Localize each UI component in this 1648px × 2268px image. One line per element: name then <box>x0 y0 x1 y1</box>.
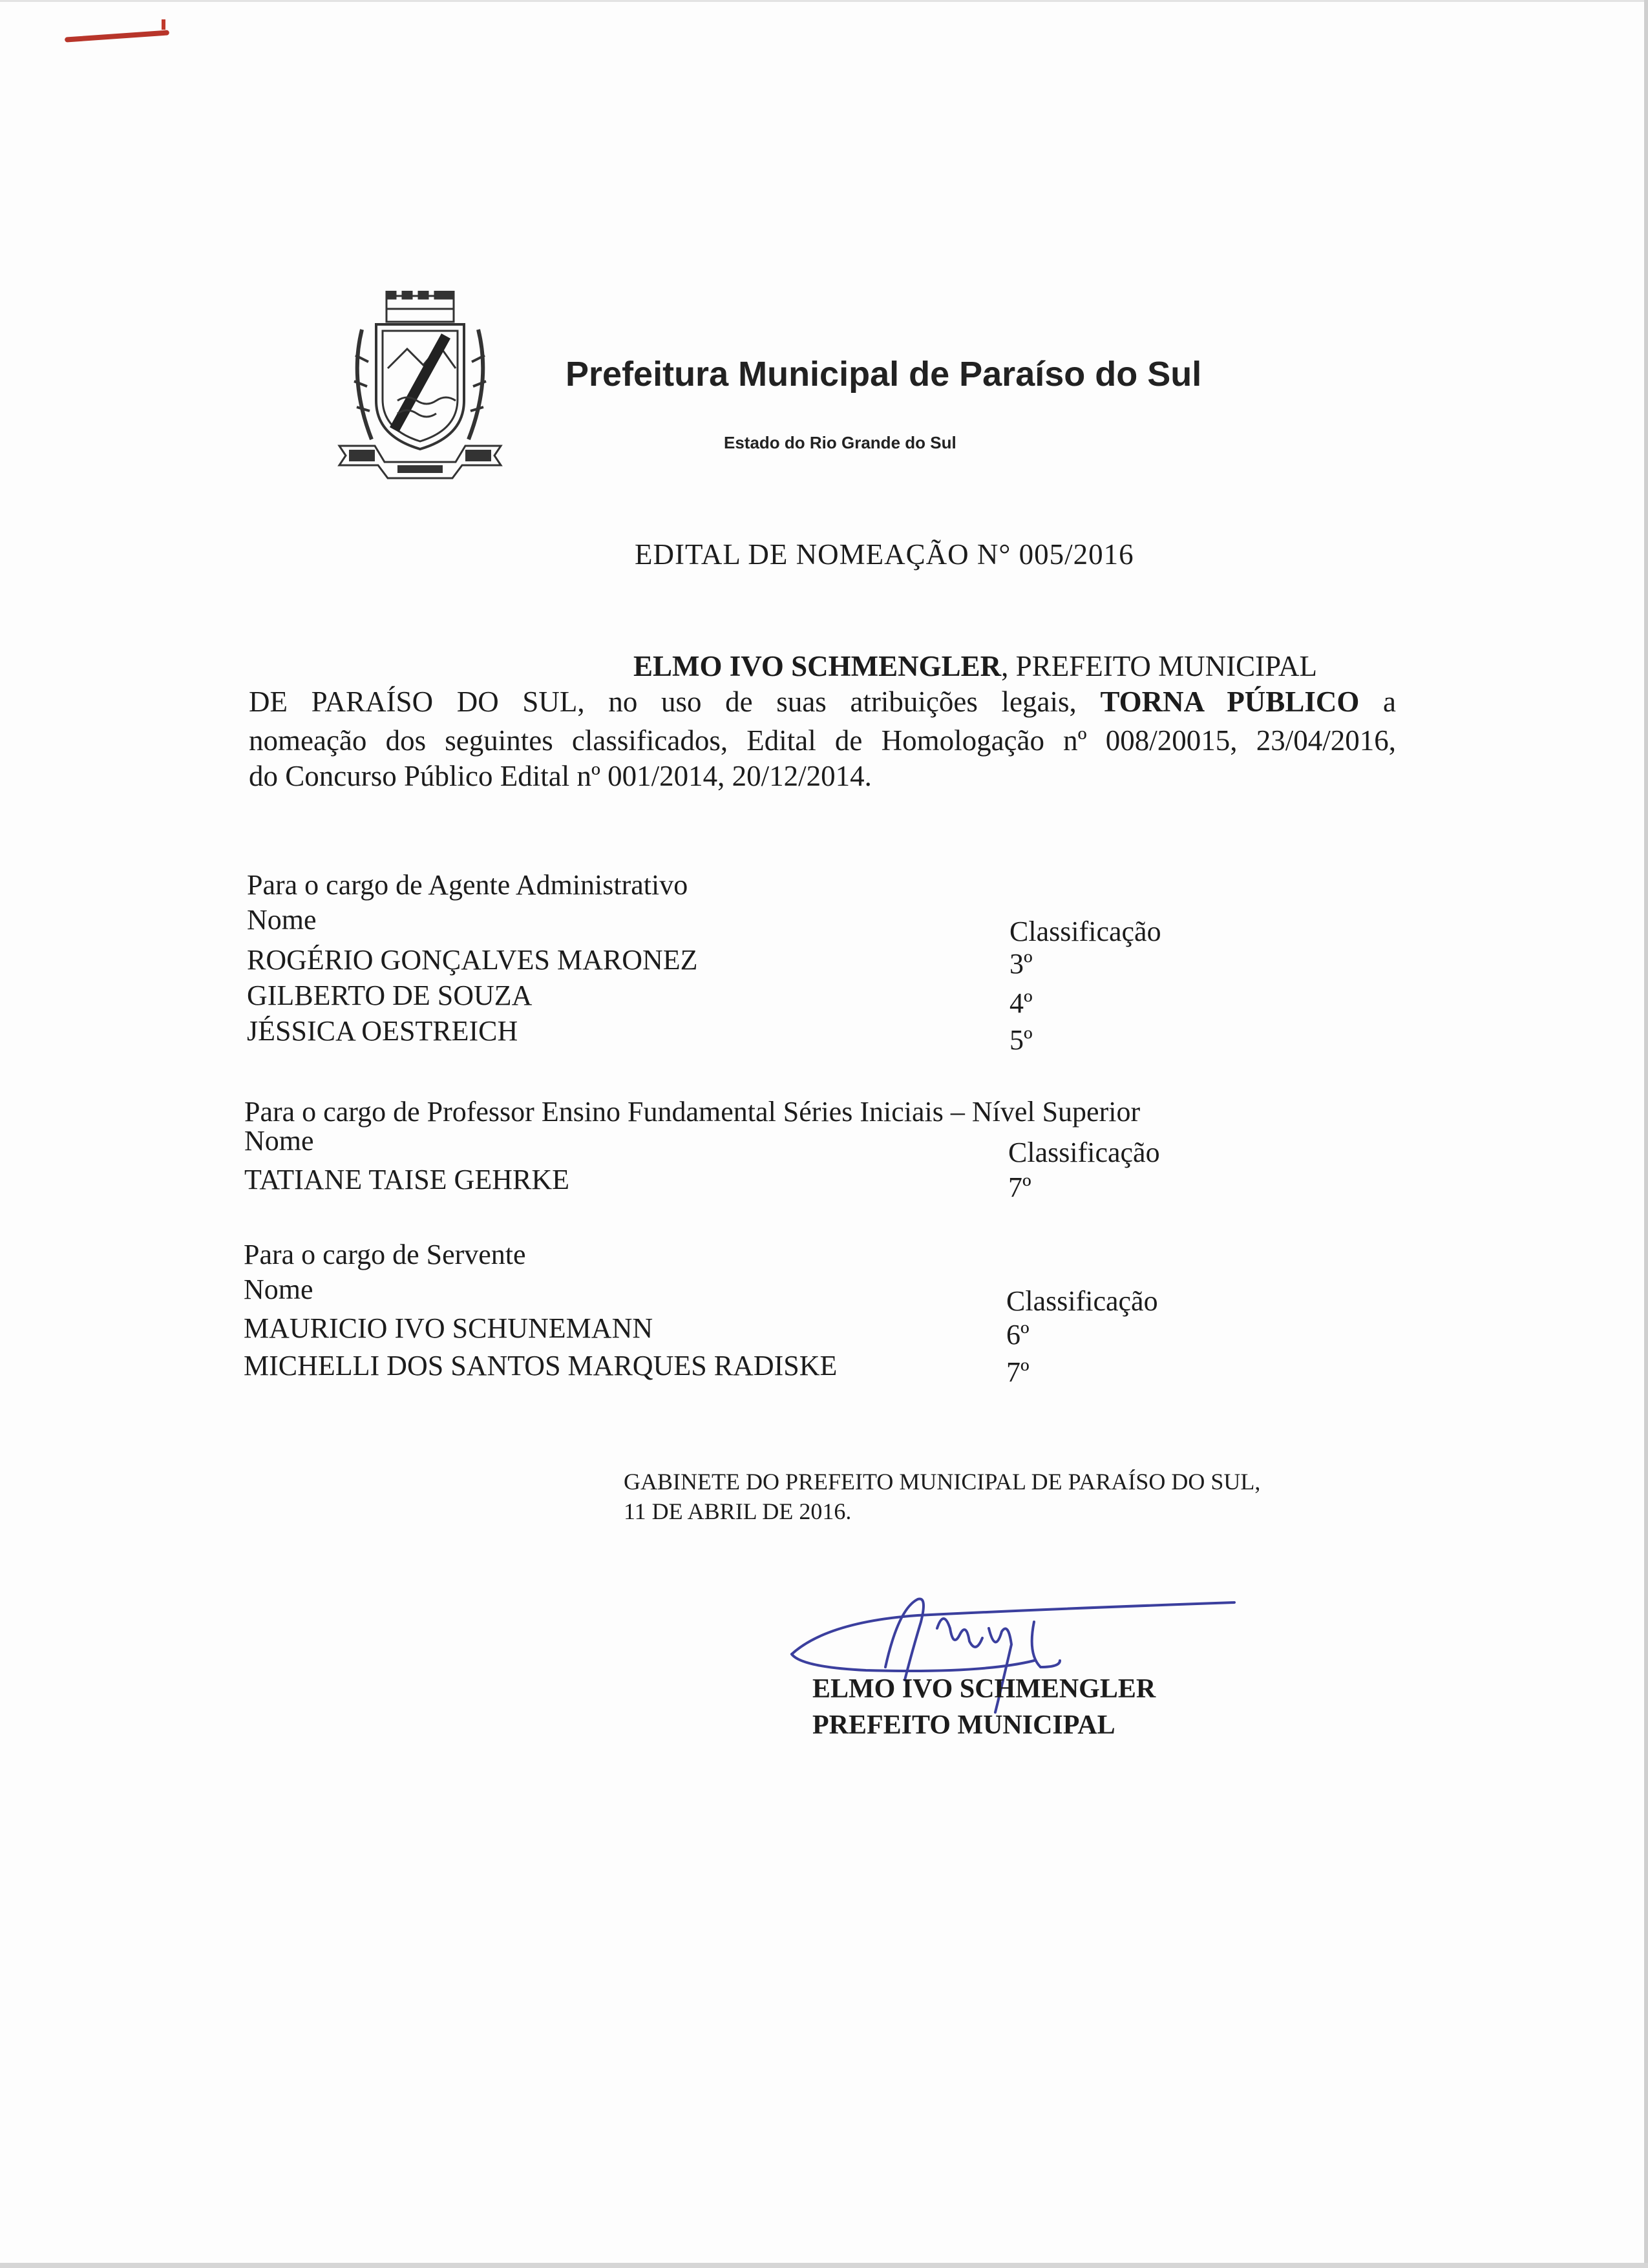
section-1-col-class: Classificação <box>1009 916 1161 947</box>
signatory-role: PREFEITO MUNICIPAL <box>812 1710 1115 1740</box>
section-1-col-name: Nome <box>247 904 317 936</box>
table-row-name: TATIANE TAISE GEHRKE <box>244 1164 569 1195</box>
mayor-name: ELMO IVO SCHMENGLER <box>633 650 1002 682</box>
table-row-name: JÉSSICA OESTREICH <box>247 1015 518 1047</box>
section-2-col-name: Nome <box>244 1125 314 1157</box>
torna-publico: TORNA PÚBLICO <box>1100 686 1360 718</box>
table-row-class: 7º <box>1008 1171 1031 1203</box>
table-row-class: 3º <box>1009 948 1033 980</box>
intro-line-3: nomeação dos seguintes classificados, Edital de Homologação nº 008/20015, 23/04/2016, <box>249 724 1396 757</box>
table-row-class: 5º <box>1009 1024 1033 1056</box>
intro-line-2-a: DE PARAÍSO DO SUL, no uso de suas atribuições legais, <box>249 686 1101 718</box>
table-row-class: 6º <box>1006 1319 1030 1350</box>
section-2-cargo: Para o cargo de Professor Ensino Fundamental Séries Iniciais – Nível Superior <box>244 1096 1141 1128</box>
edital-title: EDITAL DE NOMEAÇÃO N° 005/2016 <box>635 538 1134 571</box>
closing-line-1: GABINETE DO PREFEITO MUNICIPAL DE PARAÍSO DO SUL, <box>624 1469 1261 1495</box>
closing-line-2: 11 DE ABRIL DE 2016. <box>624 1498 852 1524</box>
intro-line-1-rest: , PREFEITO MUNICIPAL <box>1001 650 1317 682</box>
table-row-class: 4º <box>1009 987 1033 1019</box>
scan-edge-top <box>0 0 1648 2</box>
municipal-crest-logo <box>336 291 504 485</box>
section-3-cargo: Para o cargo de Servente <box>244 1239 526 1270</box>
section-3-col-class: Classificação <box>1006 1285 1158 1317</box>
red-pen-mark-tip <box>162 19 165 30</box>
table-row-name: MAURICIO IVO SCHUNEMANN <box>244 1312 653 1344</box>
section-1-cargo: Para o cargo de Agente Administrativo <box>247 869 688 901</box>
red-pen-mark <box>65 30 169 42</box>
intro-line-4: do Concurso Público Edital nº 001/2014, 20/12/2014. <box>249 760 872 792</box>
table-row-class: 7º <box>1006 1356 1030 1388</box>
signatory-name: ELMO IVO SCHMENGLER <box>812 1674 1156 1704</box>
section-2-col-class: Classificação <box>1008 1137 1160 1168</box>
intro-line-2-b: a <box>1359 686 1396 718</box>
section-3-col-name: Nome <box>244 1274 313 1305</box>
table-row-name: ROGÉRIO GONÇALVES MARONEZ <box>247 944 698 976</box>
scan-edge-right <box>1644 0 1648 2268</box>
state-subtitle: Estado do Rio Grande do Sul <box>724 433 956 452</box>
scan-edge-bottom <box>0 2263 1648 2268</box>
table-row-name: MICHELLI DOS SANTOS MARQUES RADISKE <box>244 1350 838 1381</box>
intro-line-2 <box>249 685 1396 719</box>
table-row-name: GILBERTO DE SOUZA <box>247 980 533 1011</box>
municipality-title: Prefeitura Municipal de Paraíso do Sul <box>565 355 1202 394</box>
intro-line-1 <box>633 650 1317 682</box>
